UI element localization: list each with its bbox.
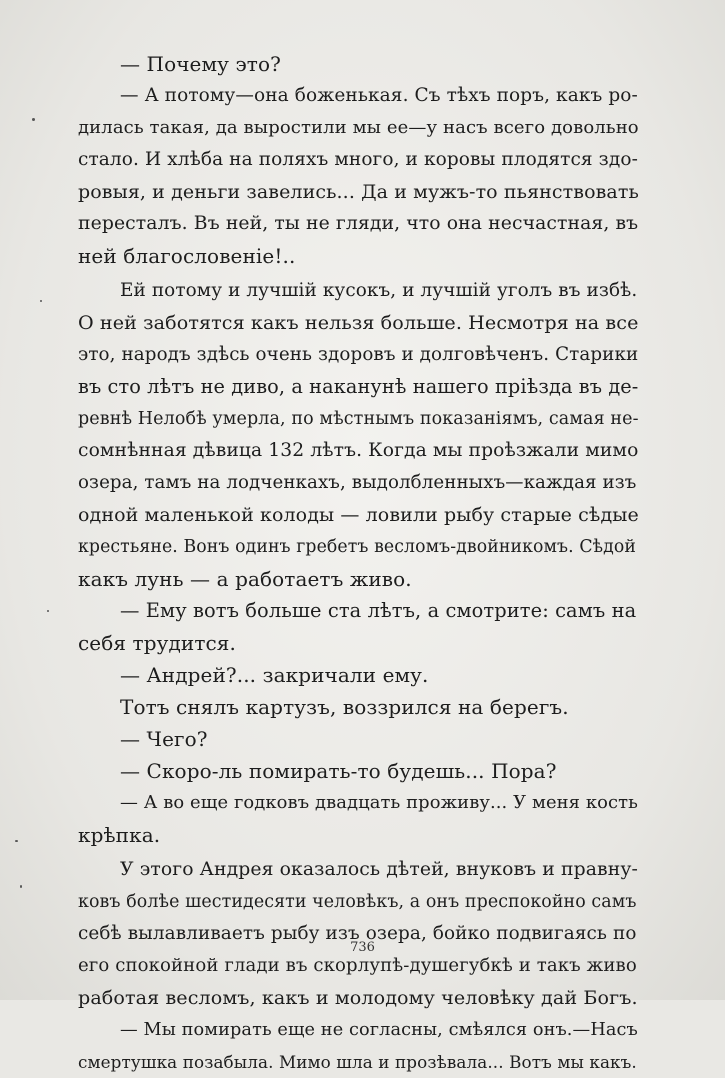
- text-line: какъ лунь — а работаетъ живо.: [78, 567, 412, 591]
- text-line: себя трудится.: [78, 631, 236, 655]
- text-line: это, народъ здѣсь очень здоровъ и долговѣченъ. Старики: [78, 344, 639, 365]
- text-line: ревнѣ Нелобѣ умерла, по мѣстнымъ показаніямъ, самая не-: [78, 409, 639, 429]
- text-line: въ сто лѣтъ не диво, а наканунѣ нашего пріѣзда въ де-: [78, 375, 639, 398]
- body-text: [78, 48, 639, 1078]
- scan-speck: [40, 300, 42, 302]
- scan-speck: [15, 840, 18, 842]
- text-line: ковъ болѣе шестидесяти человѣкъ, а онъ преспокойно самъ: [78, 892, 637, 912]
- text-line: Тотъ снялъ картузъ, воззрился на берегъ.: [120, 695, 569, 719]
- text-line: дилась такая, да выростили мы ее—у насъ всего довольно: [78, 117, 639, 138]
- text-line: — А во еще годковъ двадцать проживу... У меня кость: [120, 792, 638, 813]
- text-line: — Андрей?... закричали ему.: [120, 663, 429, 687]
- text-line: работая весломъ, какъ и молодому человѣку дай Богъ.: [78, 986, 638, 1009]
- text-line: сомнѣнная дѣвица 132 лѣтъ. Когда мы проѣзжали мимо: [78, 440, 639, 461]
- text-line: — А потому—она боженькая. Съ тѣхъ поръ, какъ ро-: [120, 85, 638, 106]
- scan-speck: [47, 610, 49, 612]
- scan-speck: [32, 118, 35, 121]
- text-line: его спокойной глади въ скорлупѣ-душегубкѣ и такъ живо: [78, 955, 637, 976]
- text-line: смертушка позабыла. Мимо шла и прозѣвала... Вотъ мы какъ.: [78, 1052, 637, 1072]
- text-line: ней благословеніе!..: [78, 244, 296, 268]
- text-line: пересталъ. Въ ней, ты не гляди, что она несчастная, въ: [78, 213, 639, 234]
- text-line: — Скоро-ль помирать-то будешь... Пора?: [120, 759, 557, 783]
- text-line: Ей потому и лучшій кусокъ, и лучшій уголъ въ избѣ.: [120, 280, 638, 301]
- text-line: — Ему вотъ больше ста лѣтъ, а смотрите: самъ на: [120, 599, 637, 622]
- scan-speck: [20, 885, 22, 888]
- text-line: стало. И хлѣба на поляхъ много, и коровы плодятся здо-: [78, 149, 638, 170]
- page-number: 736: [350, 940, 375, 955]
- text-line: О ней заботятся какъ нельзя больше. Несмотря на все: [78, 311, 639, 334]
- text-line: озера, тамъ на лодченкахъ, выдолбленныхъ—каждая изъ: [78, 472, 637, 493]
- text-line: — Чего?: [120, 727, 208, 751]
- text-line: крестьяне. Вонъ одинъ гребетъ весломъ-двойникомъ. Сѣдой: [78, 537, 637, 557]
- text-line: крѣпка.: [78, 823, 161, 847]
- text-line: одной маленькой колоды — ловили рыбу старые сѣдые: [78, 504, 639, 526]
- text-line: — Почему это?: [120, 52, 281, 76]
- text-line: себѣ вылавливаетъ рыбу изъ озера, бойко подвигаясь по: [78, 923, 637, 944]
- text-line: У этого Андрея оказалось дѣтей, внуковъ и правну-: [120, 859, 638, 880]
- text-line: — Мы помирать еще не согласны, смѣялся онъ.—Насъ: [120, 1020, 638, 1040]
- text-line: ровыя, и деньги завелись... Да и мужъ-то пьянствовать: [78, 181, 639, 203]
